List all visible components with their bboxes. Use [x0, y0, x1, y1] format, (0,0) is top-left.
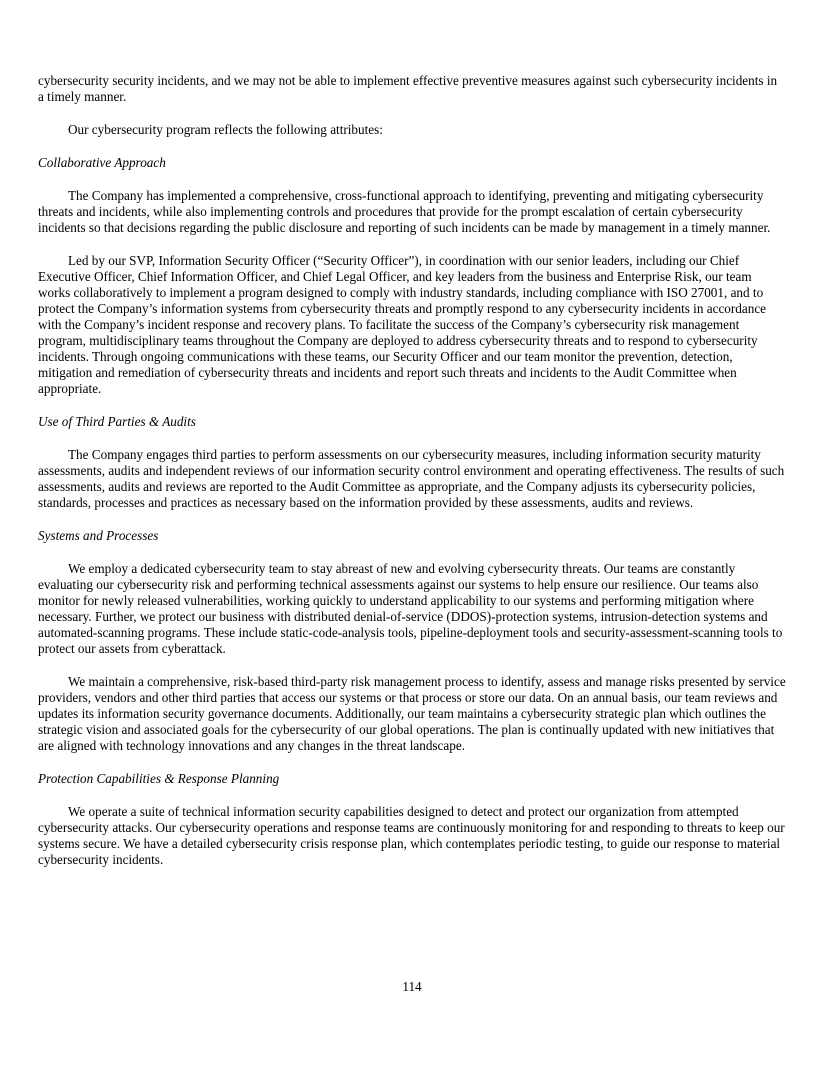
paragraph: The Company engages third parties to perform assessments on our cybersecurity measures, including information security maturity assessments, audits and independent reviews of our information security control environment and operating effectiveness. The results of such assessments, audits and reviews are reported to the Audit Committee as appropriate, and the Company adjusts its cybersecurity policies, standards, processes and practices as necessary based on the information provided by these assessments, audits and reviews.: [38, 447, 785, 510]
page-body: [38, 73, 786, 885]
paragraph: We maintain a comprehensive, risk-based third-party risk management process to identify, assess and manage risks presented by service providers, vendors and other third parties that access our systems or that process or store our data. On an annual basis, our team reviews and updates its information security governance documents. Additionally, our team maintains a cybersecurity strategic plan which outlines the strategic vision and associated goals for the cybersecurity of our global operations. The plan is continually updated with new initiatives that are aligned with technology innovations and any changes in the threat landscape.: [38, 674, 786, 753]
paragraph: The Company has implemented a comprehensive, cross-functional approach to identifying, preventing and mitigating cybersecurity threats and incidents, while also implementing controls and procedures that provide for the prompt escalation of certain cybersecurity incidents so that decisions regarding the public disclosure and reporting of such incidents can be made by management in a timely manner.: [38, 188, 771, 235]
section-heading: Protection Capabilities & Response Planning: [38, 771, 280, 786]
section-heading: Use of Third Parties & Audits: [38, 414, 196, 429]
section-heading: Collaborative Approach: [38, 155, 166, 170]
section-heading: Systems and Processes: [38, 528, 159, 543]
paragraph: We operate a suite of technical information security capabilities designed to detect and protect our organization from attempted cybersecurity attacks. Our cybersecurity operations and response teams are continuously monitoring for and responding to threats to keep our systems secure. We have a detailed cybersecurity crisis response plan, which contemplates periodic testing, to guide our response to material cybersecurity incidents.: [38, 804, 785, 867]
paragraph: cybersecurity security incidents, and we may not be able to implement effective preventive measures against such cybersecurity incidents in a timely manner.: [38, 73, 778, 104]
paragraph: Our cybersecurity program reflects the following attributes:: [68, 122, 383, 137]
page-number: 114: [402, 979, 422, 994]
paragraph: We employ a dedicated cybersecurity team to stay abreast of new and evolving cybersecurity threats. Our teams are constantly evaluating our cybersecurity risk and performing technical assessments against our systems to help ensure our resilience. Our teams also monitor for newly released vulnerabilities, working quickly to understand applicability to our systems and performing mitigation where necessary. Further, we protect our business with distributed denial-of-service (DDOS)-protection systems, intrusion-detection systems and automated-scanning programs. These include static-code-analysis tools, pipeline-deployment tools and security-assessment-scanning tools to protect our assets from cyberattack.: [38, 561, 783, 656]
paragraph: Led by our SVP, Information Security Officer (“Security Officer”), in coordination with our senior leaders, including our Chief Executive Officer, Chief Information Officer, and Chief Legal Officer, and key leaders from the business and Enterprise Risk, our team works collaboratively to implement a program designed to comply with industry standards, including compliance with ISO 27001, and to protect the Company’s information systems from cybersecurity threats and promptly respond to any cybersecurity incidents in accordance with the Company’s incident response and recovery plans. To facilitate the success of the Company’s cybersecurity risk management program, multidisciplinary teams throughout the Company are deployed to address cybersecurity threats and to respond to cybersecurity incidents. Through ongoing communications with these teams, our Security Officer and our team monitor the prevention, detection, mitigation and remediation of cybersecurity threats and incidents and report such threats and incidents to the Audit Committee when appropriate.: [38, 253, 767, 396]
